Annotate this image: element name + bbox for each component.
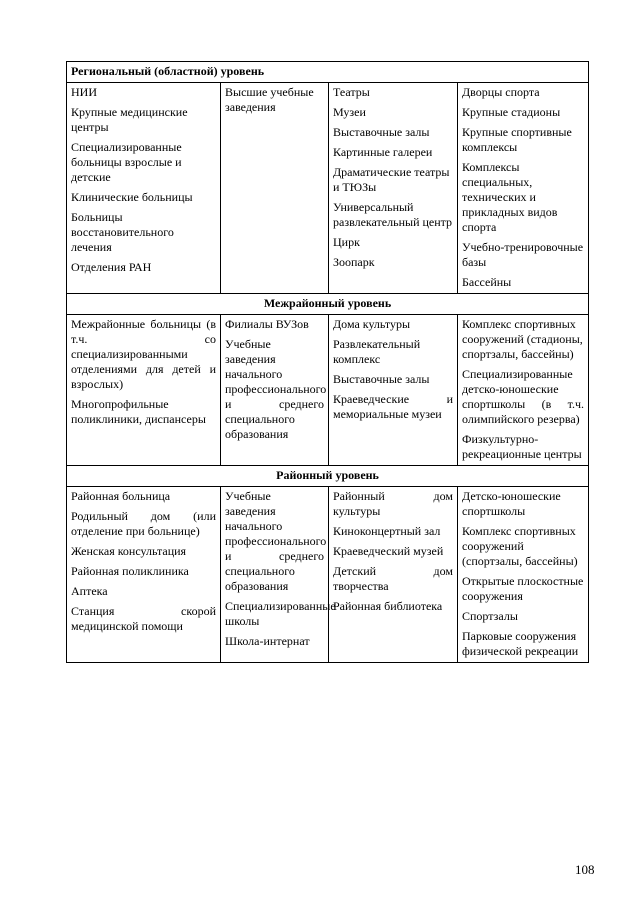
list-item: Развлекательный комплекс xyxy=(333,337,421,366)
list-item: Станция скорой медицинской помощи xyxy=(71,604,216,633)
list-item: Киноконцертный зал xyxy=(333,524,441,538)
list-item: Дома культуры xyxy=(333,317,411,331)
section-title-interdistrict: Межрайонный уровень xyxy=(67,294,589,315)
cell-medical xyxy=(67,315,221,466)
list-item: Районный дом культуры xyxy=(333,489,453,518)
list-item: Детский дом творчества xyxy=(333,564,453,593)
list-item: Физкультурно-рекреационные центры xyxy=(462,432,582,461)
list-item: Специализированные школы xyxy=(225,599,336,628)
list-item: Краеведческий музей xyxy=(333,544,444,558)
facility-levels-table xyxy=(66,61,589,663)
section-header-row xyxy=(67,294,589,315)
cell-education xyxy=(221,487,336,663)
list-item: НИИ xyxy=(71,85,97,99)
list-item: Краеведческие и мемориальные музеи xyxy=(333,392,453,421)
list-item: Районная поликлиника xyxy=(71,564,189,578)
list-item: Картинные галереи xyxy=(333,145,433,159)
list-item: Филиалы ВУЗов xyxy=(225,317,309,331)
section-title-regional: Региональный (областной) уровень xyxy=(67,62,589,83)
cell-education xyxy=(221,83,329,294)
cell-medical xyxy=(67,83,221,294)
list-item: Специализированные детско-юношеские спортшколы (в т.ч. олимпийского резерва) xyxy=(462,367,585,426)
cell-sport xyxy=(458,487,589,663)
list-item: Больницы восстановительного лечения xyxy=(71,210,174,254)
list-item: Универсальный развлекательный центр xyxy=(333,200,453,229)
cell-sport xyxy=(458,83,589,294)
list-item: Зоопарк xyxy=(333,255,375,269)
cell-culture xyxy=(329,83,458,294)
list-item: Драматические театры и ТЮЗы xyxy=(333,165,450,194)
list-item: Комплексы специальных, технических и прикладных видов спорта xyxy=(462,160,558,234)
section-content-row xyxy=(67,315,589,466)
section-content-row xyxy=(67,83,589,294)
section-header-row xyxy=(67,466,589,487)
cell-culture xyxy=(329,315,458,466)
list-item: Выставочные залы xyxy=(333,125,430,139)
section-header-row xyxy=(67,62,589,83)
list-item: Школа-интернат xyxy=(225,634,310,648)
list-item: Комплекс спортивных сооружений (спортзалы, бассейны) xyxy=(462,524,578,568)
list-item: Родильный дом (или отделение при больнице) xyxy=(71,509,216,538)
section-title-district: Районный уровень xyxy=(67,466,589,487)
list-item: Крупные спортивные комплексы xyxy=(462,125,572,154)
cell-medical xyxy=(67,487,221,663)
list-item: Многопрофильные поликлиники, диспансеры xyxy=(71,397,206,426)
list-item: Детско-юношеские спортшколы xyxy=(462,489,561,518)
list-item: Отделения РАН xyxy=(71,260,152,274)
list-item: Дворцы спорта xyxy=(462,85,540,99)
list-item: Крупные медицинские центры xyxy=(71,105,188,134)
list-item: Аптека xyxy=(71,584,108,598)
list-item: Парковые сооружения физической рекреации xyxy=(462,629,579,658)
list-item: Учебно-тренировочные базы xyxy=(462,240,584,269)
cell-culture xyxy=(329,487,458,663)
list-item: Учебные заведения начального профессионального и среднего специального образования xyxy=(225,489,327,593)
list-item: Музеи xyxy=(333,105,366,119)
list-item: Межрайонные больницы (в т.ч. со специализированными отделениями для детей и взрослых) xyxy=(71,317,216,391)
list-item: Крупные стадионы xyxy=(462,105,561,119)
list-item: Женская консультация xyxy=(71,544,187,558)
list-item: Театры xyxy=(333,85,370,99)
list-item: Высшие учебные заведения xyxy=(225,85,314,114)
page-number: 108 xyxy=(575,862,595,877)
list-item: Учебные заведения начального профессионального и среднего специального образования xyxy=(225,337,327,441)
list-item: Спортзалы xyxy=(462,609,518,623)
list-item: Выставочные залы xyxy=(333,372,430,386)
cell-sport xyxy=(458,315,589,466)
list-item: Комплекс спортивных сооружений (стадионы, спортзалы, бассейны) xyxy=(462,317,583,361)
list-item: Районная библиотека xyxy=(333,599,443,613)
list-item: Открытые плоскостные сооружения xyxy=(462,574,584,603)
cell-education xyxy=(221,315,329,466)
section-content-row xyxy=(67,487,589,663)
list-item: Специализированные больницы взрослые и детские xyxy=(71,140,182,184)
list-item: Бассейны xyxy=(462,275,512,289)
list-item: Клинические больницы xyxy=(71,190,193,204)
list-item: Районная больница xyxy=(71,489,171,503)
list-item: Цирк xyxy=(333,235,360,249)
